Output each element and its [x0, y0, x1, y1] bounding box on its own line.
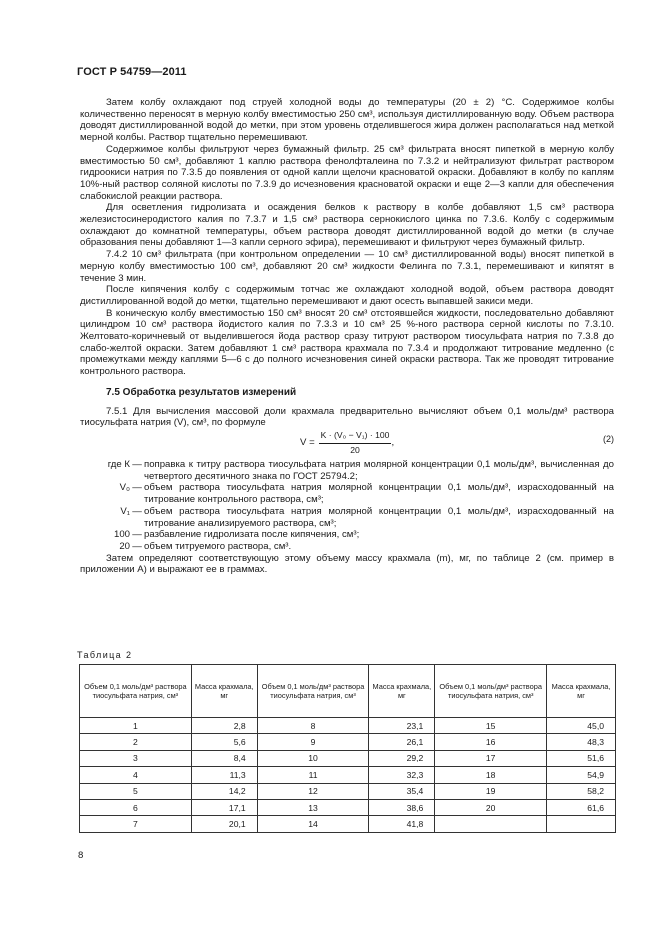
- table-cell: 12: [257, 783, 369, 799]
- table-cell: 51,6: [547, 750, 616, 766]
- table-cell: 18: [435, 767, 547, 783]
- table-cell: 8: [257, 718, 369, 734]
- page-number: 8: [78, 850, 84, 861]
- table-cell: 5: [80, 783, 192, 799]
- table-cell: 7: [80, 816, 192, 832]
- table-cell: 2: [80, 734, 192, 750]
- table-cell: 9: [257, 734, 369, 750]
- formula-fraction: [319, 429, 395, 456]
- definition-text: объем титруемого раствора, см³.: [144, 540, 292, 552]
- table-cell: 4: [80, 767, 192, 783]
- definition-symbol: 100: [113, 529, 130, 541]
- table-cell: 20: [435, 799, 547, 815]
- table-cell: 14: [257, 816, 369, 832]
- table-cell: 17,1: [191, 799, 257, 815]
- definition-symbol: V₁: [120, 505, 130, 517]
- table-row: [80, 767, 616, 783]
- definitions-list: [80, 459, 614, 553]
- table-cell: 8,4: [191, 750, 257, 766]
- definition-dash: —: [132, 482, 142, 494]
- table-cell: 19: [435, 783, 547, 799]
- table-row: [80, 799, 616, 815]
- column-header: Объем 0,1 моль/дм³ раствора тиосульфата натрия, см³: [80, 665, 192, 718]
- table-row: [80, 734, 616, 750]
- table-cell: 15: [435, 718, 547, 734]
- table-caption: Таблица 2: [77, 650, 133, 660]
- definition-item: [80, 506, 614, 529]
- paragraph: Содержимое колбы фильтруют через бумажный фильтр. 25 см³ фильтрата вносят пипеткой в мерную колбу вместимостью 50 см³, добавляют 1 каплю раствора фенолфталеина по 7.3.2 и нейтрализуют фильтрат раствором гидроокиси натрия по 7.3.5 до появления от одной капли щелочи красноватой окраски. Добавляют в колбу по каплям 10%-ный раствор соляной кислоты по 7.3.9 до исчезновения красноватой окраски и еще 2—3 капли для обеспечения слабокислой реакции раствора.: [80, 143, 614, 202]
- definition-dash: —: [132, 540, 142, 552]
- formula-row: [80, 430, 614, 456]
- table-cell: 32,3: [369, 767, 435, 783]
- table-body: [80, 718, 616, 833]
- definition-item: [80, 529, 614, 541]
- paragraph: Для осветления гидролизата и осаждения белков к раствору в колбе добавляют 1,5 см³ раствора железистосинеродистого калия по 7.3.7 и 1,5 см³ раствора сернокислого цинка по 7.3.6. Колбу с содержимым охлаждают до комнатной температуры, объем раствора доводят дистиллированной водой до метки (в случае образования пены добавляют 1—3 капли серного эфира), перемешивают и фильтруют через бумажный фильтр.: [80, 202, 614, 249]
- table-cell: [547, 816, 616, 832]
- column-header: Масса крахмала, мг: [369, 665, 435, 718]
- equation-number: (2): [603, 433, 614, 444]
- definition-symbol: V₀: [119, 482, 130, 494]
- table-cell: 1: [80, 718, 192, 734]
- table-cell: 26,1: [369, 734, 435, 750]
- paragraph: 7.5.1 Для вычисления массовой доли крахмала предварительно вычисляют объем 0,1 моль/дм³ раствора тиосульфата натрия (V), см³, по формуле: [80, 405, 614, 429]
- definition-symbol: 20: [119, 540, 130, 552]
- table-cell: 5,6: [191, 734, 257, 750]
- table-row: [80, 750, 616, 766]
- table-cell: 61,6: [547, 799, 616, 815]
- table-cell: 2,8: [191, 718, 257, 734]
- definition-text: разбавление гидролизата после кипячения, см³;: [144, 529, 360, 541]
- definition-dash: —: [132, 458, 142, 470]
- definition-item: [80, 541, 614, 553]
- table-cell: 23,1: [369, 718, 435, 734]
- table-cell: [435, 816, 547, 832]
- definition-text: поправка к титру раствора тиосульфата натрия молярной концентрации 0,1 моль/дм³, вычисленная до четвертого десятичного знака по ГОСТ 25794.2;: [144, 458, 614, 482]
- paragraph: В коническую колбу вместимостью 150 см³ вносят 20 см³ отстоявшейся жидкости, последовательно добавляют цилиндром 10 см³ раствора йодистого калия по 7.3.3 и 10 см³ 25 %-ного раствора серной кислоты по 7.3.10. Желтовато-коричневый от выделившегося йода раствор сразу титруют раствором тиосульфата натрия по 7.3.8 до слабо-желтой окраски. Затем добавляют 1 см³ раствора крахмала по 7.3.4 и продолжают титрование медленно (с промежутками между каплями 5—6 с до полного исчезновения синей окраски раствора. Так же проводят титрование контрольного раствора.: [80, 307, 614, 378]
- column-header: Масса крахмала, мг: [191, 665, 257, 718]
- table-cell: 38,6: [369, 799, 435, 815]
- table-cell: 16: [435, 734, 547, 750]
- formula: [300, 430, 394, 456]
- formula-trail: ,: [391, 437, 395, 449]
- definition-item: [80, 482, 614, 505]
- definition-symbol: где К: [107, 458, 130, 470]
- definition-dash: —: [132, 529, 142, 541]
- table-cell: 41,8: [369, 816, 435, 832]
- table-row: [80, 718, 616, 734]
- paragraph: Затем определяют соответствующую этому объему массу крахмала (m), мг, по таблице 2 (см. пример в приложении А) и выражают ее в граммах.: [80, 552, 614, 576]
- table-cell: 17: [435, 750, 547, 766]
- table-row: [80, 816, 616, 832]
- table-cell: 10: [257, 750, 369, 766]
- table-cell: 11,3: [191, 767, 257, 783]
- table-header-row: [80, 665, 616, 718]
- table-cell: 35,4: [369, 783, 435, 799]
- table-row: [80, 783, 616, 799]
- definition-item: [80, 459, 614, 482]
- document-header: ГОСТ Р 54759—2011: [77, 66, 187, 78]
- table-cell: 13: [257, 799, 369, 815]
- formula-numerator: K · (V₀ − V₁) · 100: [319, 430, 392, 444]
- body-text: [80, 97, 614, 576]
- table-cell: 11: [257, 767, 369, 783]
- column-header: Масса крахмала, мг: [547, 665, 616, 718]
- table-cell: 58,2: [547, 783, 616, 799]
- definition-dash: —: [132, 505, 142, 517]
- formula-denominator: 20: [350, 444, 360, 455]
- table-cell: 29,2: [369, 750, 435, 766]
- column-header: Объем 0,1 моль/дм³ раствора тиосульфата натрия, см³: [435, 665, 547, 718]
- paragraph: После кипячения колбу с содержимым тотчас же охлаждают холодной водой, объем раствора доводят дистиллированной водой до метки, тщательно перемешивают и дают осесть выпавшей закиси меди.: [80, 284, 614, 307]
- starch-table: [79, 664, 616, 833]
- table-cell: 54,9: [547, 767, 616, 783]
- section-title: 7.5 Обработка результатов измерений: [106, 386, 297, 398]
- paragraph: 7.4.2 10 см³ фильтрата (при контрольном определении — 10 см³ дистиллированной воды) вносят пипеткой в мерную колбу вместимостью 100 см³, добавляют 20 см³ жидкости Фелинга по 7.3.1, перемешивают и кипятят в течение 3 мин.: [80, 249, 614, 284]
- column-header: Объем 0,1 моль/дм³ раствора тиосульфата натрия, см³: [257, 665, 369, 718]
- table-cell: 6: [80, 799, 192, 815]
- paragraph: Затем колбу охлаждают под струей холодной воды до температуры (20 ± 2) °С. Содержимое колбы количественно переносят в мерную колбу вместимостью 250 см³, используя дистиллированную воду. Объем раствора доводят дистиллированной водой до метки, при этом уровень отделившегося жира должен располагаться над меткой мерной колбы. Раствор тщательно перемешивают.: [80, 97, 614, 144]
- definition-text: объем раствора тиосульфата натрия молярной концентрации 0,1 моль/дм³, израсходованный на титрование контрольного раствора, см³;: [144, 482, 614, 506]
- table-cell: 48,3: [547, 734, 616, 750]
- definition-text: объем раствора тиосульфата натрия молярной концентрации 0,1 моль/дм³, израсходованный на титрование анализируемого раствора, см³;: [144, 505, 614, 529]
- formula-lhs: V =: [300, 437, 315, 449]
- table-cell: 20,1: [191, 816, 257, 832]
- table-cell: 14,2: [191, 783, 257, 799]
- table-cell: 3: [80, 750, 192, 766]
- table-cell: 45,0: [547, 718, 616, 734]
